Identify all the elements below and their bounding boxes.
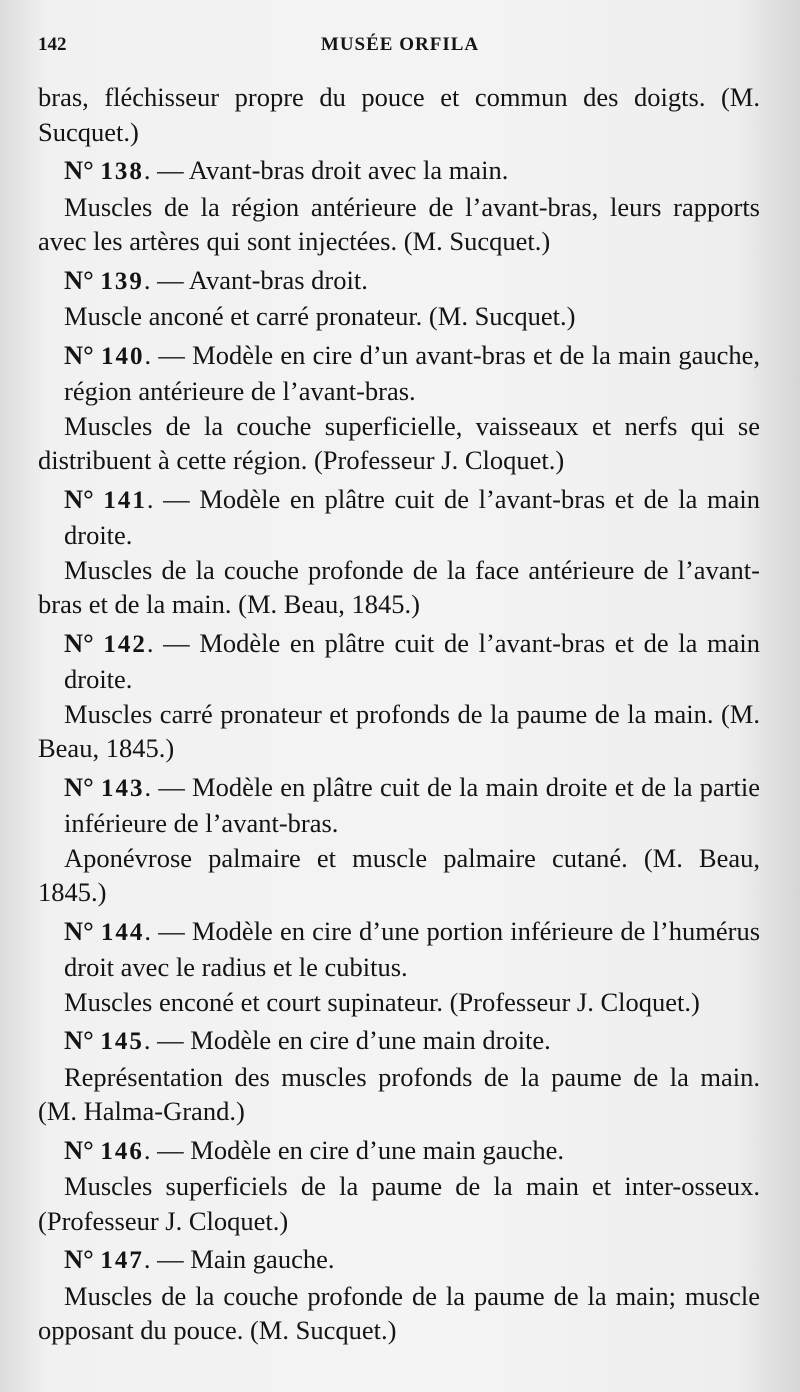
entry-description: Aponévrose palmaire et muscle palmaire cutané. (M. Beau, 1845.) (38, 842, 760, 907)
entry-label: N° (64, 339, 94, 370)
page-number: 142 (38, 34, 67, 55)
entry-title: . — Modèle en cire d’une portion inférieure de l’humérus droit avec le radius et le cubitus. (64, 915, 761, 982)
entry-title: . — Modèle en plâtre cuit de l’avant-bras et de la main droite. (64, 627, 760, 694)
entry-heading (38, 338, 760, 409)
entry-label: N° (64, 627, 94, 658)
entry-number: 147 (100, 1247, 144, 1274)
entry-title: . — Modèle en plâtre cuit de la main droite et de la partie inférieure de l’avant-bras. (64, 771, 761, 838)
entry-label: N° (64, 1244, 94, 1274)
continuation-text: bras, fléchisseur propre du pouce et commun des doigts. (M. Sucquet.) (38, 82, 760, 147)
entry-number: 144 (100, 918, 145, 946)
entry-description: Muscles enconé et court supinateur. (Professeur J. Cloquet.) (64, 986, 700, 1017)
entry-title: . — Main gauche. (143, 1244, 335, 1274)
entry-heading (38, 153, 760, 190)
entry-heading (38, 1023, 760, 1060)
entry-label: N° (64, 1025, 94, 1055)
entry-description: Représentation des muscles profonds de la paume de la main. (M. Halma-Grand.) (38, 1061, 760, 1126)
entry-description: Muscles de la couche profonde de la paume de la main; muscle opposant du pouce. (M. Sucquet.) (38, 1280, 760, 1345)
entry-title: . — Avant-bras droit. (143, 264, 368, 295)
entry-heading (38, 1242, 760, 1279)
running-head (0, 34, 800, 64)
entry-heading (38, 263, 760, 300)
entry-label: N° (64, 771, 94, 802)
entry-number: 140 (101, 342, 145, 370)
entry-description: Muscles carré pronateur et profonds de la paume de la main. (M. Beau, 1845.) (38, 698, 760, 763)
page-body (38, 80, 760, 1348)
entry-title: . — Modèle en cire d’un avant-bras et de la main gauche, région antérieure de l’avant-bras. (64, 339, 760, 406)
entry-heading (38, 626, 760, 697)
entry-heading (38, 914, 760, 985)
entry-label: N° (64, 1134, 94, 1165)
entry-description: Muscles de la région antérieure de l’avant-bras, leurs rapports avec les artères qui sont injectées. (M. Sucquet.) (38, 191, 760, 256)
entry-description: Muscles de la couche superficielle, vaisseaux et nerfs qui se distribuent à cette région. (Professeur J. Cloquet.) (38, 410, 760, 475)
entry-heading (38, 770, 760, 841)
entry-title: . — Modèle en plâtre cuit de l’avant-bras et de la main droite. (64, 483, 760, 550)
entry-number: 138 (100, 158, 144, 185)
entry-number: 146 (100, 1137, 144, 1165)
running-title: MUSÉE ORFILA (320, 34, 480, 55)
entry-label: N° (64, 264, 94, 295)
entry-label: N° (64, 155, 94, 185)
entry-title: . — Avant-bras droit avec la main. (143, 155, 509, 185)
entry-number: 142 (103, 630, 147, 658)
entry-title: . — Modèle en cire d’une main droite. (143, 1025, 551, 1055)
entry-title: . — Modèle en cire d’une main gauche. (143, 1134, 565, 1165)
entry-description: Muscles superficiels de la paume de la main et inter-osseux. (Professeur J. Cloquet.) (38, 1171, 760, 1236)
entry-number: 145 (100, 1028, 144, 1055)
entry-heading (38, 482, 760, 553)
entry-description: Muscles de la couche profonde de la face antérieure de l’avant-bras et de la main. (M. Beau, 1845.) (38, 554, 760, 619)
entry-label: N° (64, 915, 94, 946)
entry-number: 141 (103, 486, 147, 514)
entry-description: Muscle anconé et carré pronateur. (M. Sucquet.) (64, 301, 576, 331)
entry-heading (38, 1133, 760, 1170)
entry-label: N° (64, 483, 94, 514)
entry-number: 143 (100, 774, 145, 802)
entry-number: 139 (100, 267, 144, 295)
